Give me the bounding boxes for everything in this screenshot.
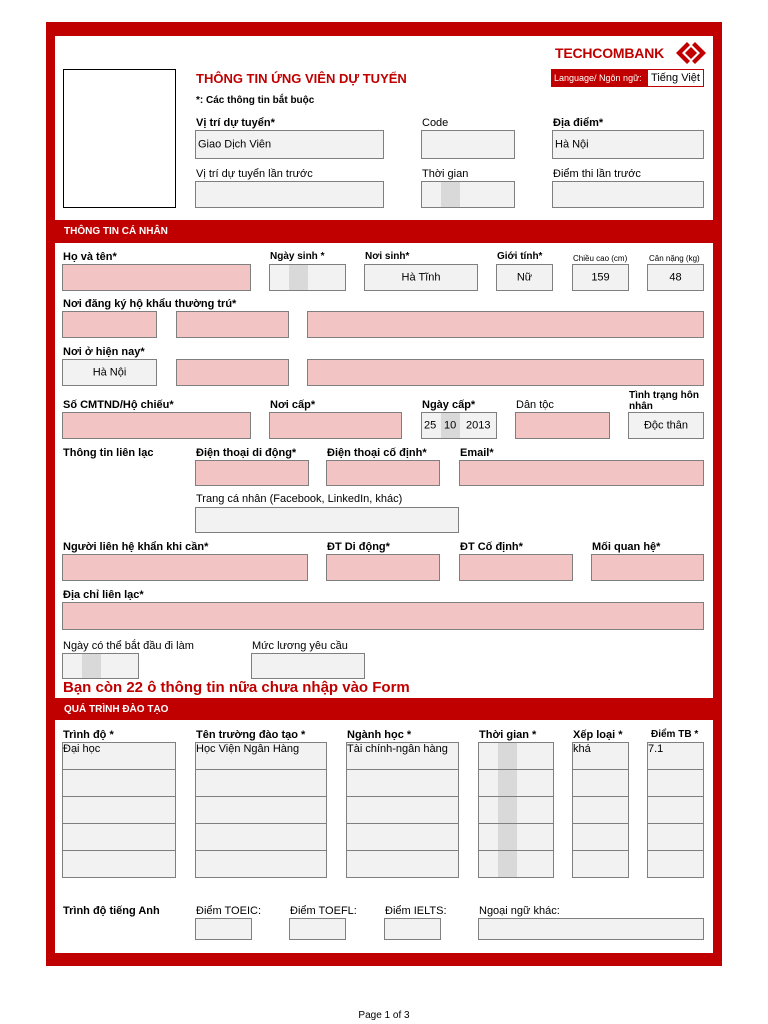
fullname-label: Họ và tên* bbox=[63, 251, 117, 263]
other-language-label: Ngoại ngữ khác: bbox=[479, 905, 560, 917]
edu-cell-major[interactable] bbox=[346, 796, 459, 824]
edu-header-major: Ngành học * bbox=[347, 729, 412, 741]
prev-position-label: Vị trí dự tuyển lần trước bbox=[196, 168, 313, 180]
ielts-label: Điểm IELTS: bbox=[385, 905, 447, 917]
dob-label: Ngày sinh * bbox=[270, 251, 325, 262]
edu-header-gpa: Điểm TB * bbox=[651, 729, 699, 740]
fullname-field[interactable] bbox=[62, 264, 251, 291]
current-street-field[interactable] bbox=[307, 359, 704, 386]
dob-field[interactable] bbox=[269, 264, 346, 291]
issue-place-field[interactable] bbox=[269, 412, 402, 439]
salary-label: Mức lương yêu cầu bbox=[252, 640, 348, 652]
issue-place-label: Nơi cấp* bbox=[270, 399, 316, 411]
edu-cell-school[interactable]: Học Viện Ngân Hàng bbox=[195, 742, 327, 770]
birthplace-label: Nơi sinh* bbox=[365, 251, 410, 262]
marital-field[interactable]: Độc thân bbox=[628, 412, 704, 439]
height-label: Chiều cao (cm) bbox=[573, 254, 628, 263]
permanent-province-field[interactable] bbox=[62, 311, 157, 338]
social-label: Trang cá nhân (Facebook, LinkedIn, khác) bbox=[196, 493, 403, 505]
code-label: Code bbox=[422, 117, 449, 129]
salary-field[interactable] bbox=[251, 653, 365, 679]
section-personal-title: THÔNG TIN CÁ NHÂN bbox=[64, 225, 168, 237]
current-province-field[interactable]: Hà Nội bbox=[62, 359, 157, 386]
edu-cell-time[interactable] bbox=[478, 742, 554, 770]
permanent-address-label: Nơi đăng ký hộ khẩu thường trú* bbox=[63, 298, 237, 310]
english-label: Trình độ tiếng Anh bbox=[63, 905, 160, 917]
prev-time-label: Thời gian bbox=[422, 168, 469, 180]
landline-label: Điện thoại cố định* bbox=[327, 447, 427, 459]
position-field[interactable]: Giao Dịch Viên bbox=[195, 130, 384, 159]
id-label: Số CMTND/Hộ chiếu* bbox=[63, 399, 174, 411]
location-label: Địa điểm* bbox=[553, 117, 604, 129]
weight-field[interactable]: 48 bbox=[647, 264, 704, 291]
permanent-street-field[interactable] bbox=[307, 311, 704, 338]
mobile-label: Điện thoại di động* bbox=[196, 447, 297, 459]
start-date-label: Ngày có thể bắt đầu đi làm bbox=[63, 640, 194, 652]
techcombank-logo-icon bbox=[674, 40, 708, 66]
prev-time-field[interactable] bbox=[421, 181, 515, 208]
edu-header-school: Tên trường đào tạo * bbox=[196, 729, 306, 741]
edu-cell-grade[interactable] bbox=[572, 823, 629, 851]
edu-cell-major[interactable]: Tài chính-ngân hàng bbox=[346, 742, 459, 770]
prev-location-label: Điểm thi lần trước bbox=[553, 168, 641, 180]
id-field[interactable] bbox=[62, 412, 251, 439]
ethnicity-field[interactable] bbox=[515, 412, 610, 439]
prev-position-field[interactable] bbox=[195, 181, 384, 208]
relationship-field[interactable] bbox=[591, 554, 704, 581]
edu-header-level: Trình độ * bbox=[63, 729, 114, 741]
contact-address-field[interactable] bbox=[62, 602, 704, 630]
required-note: *: Các thông tin bắt buộc bbox=[196, 95, 315, 106]
toefl-label: Điểm TOEFL: bbox=[290, 905, 357, 917]
email-label: Email* bbox=[460, 447, 494, 459]
page-title: THÔNG TIN ỨNG VIÊN DỰ TUYỂN bbox=[196, 71, 407, 86]
social-field[interactable] bbox=[195, 507, 459, 533]
edu-cell-school[interactable] bbox=[195, 796, 327, 824]
birthplace-field[interactable]: Hà Tĩnh bbox=[364, 264, 478, 291]
edu-cell-school[interactable] bbox=[195, 823, 327, 851]
position-label: Vị trí dự tuyển* bbox=[196, 117, 275, 129]
edu-cell-level[interactable]: Đại học bbox=[62, 742, 176, 770]
edu-cell-grade[interactable] bbox=[572, 850, 629, 878]
edu-cell-level[interactable] bbox=[62, 769, 176, 797]
landline-field[interactable] bbox=[326, 460, 440, 486]
edu-cell-major[interactable] bbox=[346, 823, 459, 851]
current-district-field[interactable] bbox=[176, 359, 289, 386]
code-field[interactable] bbox=[421, 130, 515, 159]
edu-cell-gpa[interactable] bbox=[647, 796, 704, 824]
marital-label: Tình trạng hôn nhân bbox=[629, 390, 699, 412]
edu-cell-school[interactable] bbox=[195, 769, 327, 797]
toeic-label: Điểm TOEIC: bbox=[196, 905, 261, 917]
edu-cell-level[interactable] bbox=[62, 850, 176, 878]
photo-placeholder[interactable] bbox=[63, 69, 176, 208]
contact-label: Thông tin liên lạc bbox=[63, 447, 154, 459]
edu-cell-time[interactable] bbox=[478, 796, 554, 824]
page-number: Page 1 of 3 bbox=[358, 1010, 410, 1021]
prev-location-field[interactable] bbox=[552, 181, 704, 208]
issue-date-field[interactable]: 25 10 2013 bbox=[421, 412, 497, 439]
mobile-field[interactable] bbox=[195, 460, 309, 486]
remaining-fields-message: Bạn còn 22 ô thông tin nữa chưa nhập vào Form bbox=[63, 679, 410, 696]
edu-cell-time[interactable] bbox=[478, 823, 554, 851]
language-select[interactable]: Tiếng Việt bbox=[647, 69, 704, 87]
toeic-field[interactable] bbox=[195, 918, 252, 940]
edu-cell-gpa[interactable] bbox=[647, 823, 704, 851]
emergency-mobile-field[interactable] bbox=[326, 554, 440, 581]
weight-label: Cân nặng (kg) bbox=[649, 254, 700, 263]
edu-cell-grade[interactable] bbox=[572, 769, 629, 797]
edu-header-time: Thời gian * bbox=[479, 729, 537, 741]
email-field[interactable] bbox=[459, 460, 704, 486]
toefl-field[interactable] bbox=[289, 918, 346, 940]
permanent-district-field[interactable] bbox=[176, 311, 289, 338]
height-field[interactable]: 159 bbox=[572, 264, 629, 291]
other-language-field[interactable] bbox=[478, 918, 704, 940]
issue-date-label: Ngày cấp* bbox=[422, 399, 476, 411]
emergency-field[interactable] bbox=[62, 554, 308, 581]
emergency-label: Người liên hệ khẩn khi cần* bbox=[63, 541, 209, 553]
edu-cell-gpa[interactable]: 7.1 bbox=[647, 742, 704, 770]
location-field[interactable]: Hà Nội bbox=[552, 130, 704, 159]
gender-label: Giới tính* bbox=[497, 251, 543, 262]
logo-text: TECHCOMBANK bbox=[555, 45, 665, 61]
edu-cell-major[interactable] bbox=[346, 850, 459, 878]
edu-cell-gpa[interactable] bbox=[647, 850, 704, 878]
edu-cell-grade[interactable]: khá bbox=[572, 742, 629, 770]
edu-cell-grade[interactable] bbox=[572, 796, 629, 824]
emergency-landline-field[interactable] bbox=[459, 554, 573, 581]
edu-cell-level[interactable] bbox=[62, 796, 176, 824]
edu-cell-gpa[interactable] bbox=[647, 769, 704, 797]
gender-field[interactable]: Nữ bbox=[496, 264, 553, 291]
edu-cell-school[interactable] bbox=[195, 850, 327, 878]
edu-cell-major[interactable] bbox=[346, 769, 459, 797]
edu-header-grade: Xếp loại * bbox=[573, 729, 623, 741]
start-date-field[interactable] bbox=[62, 653, 139, 679]
emergency-mobile-label: ĐT Di động* bbox=[327, 541, 390, 553]
edu-cell-time[interactable] bbox=[478, 850, 554, 878]
edu-cell-level[interactable] bbox=[62, 823, 176, 851]
ielts-field[interactable] bbox=[384, 918, 441, 940]
language-label: Language/ Ngôn ngữ: bbox=[551, 69, 647, 87]
emergency-landline-label: ĐT Cố định* bbox=[460, 541, 523, 553]
contact-address-label: Địa chỉ liên lạc* bbox=[63, 589, 144, 601]
ethnicity-label: Dân tộc bbox=[516, 399, 554, 411]
relationship-label: Mối quan hệ* bbox=[592, 541, 661, 553]
current-address-label: Nơi ở hiện nay* bbox=[63, 346, 145, 358]
edu-cell-time[interactable] bbox=[478, 769, 554, 797]
section-education-title: QUÁ TRÌNH ĐÀO TẠO bbox=[64, 703, 169, 715]
